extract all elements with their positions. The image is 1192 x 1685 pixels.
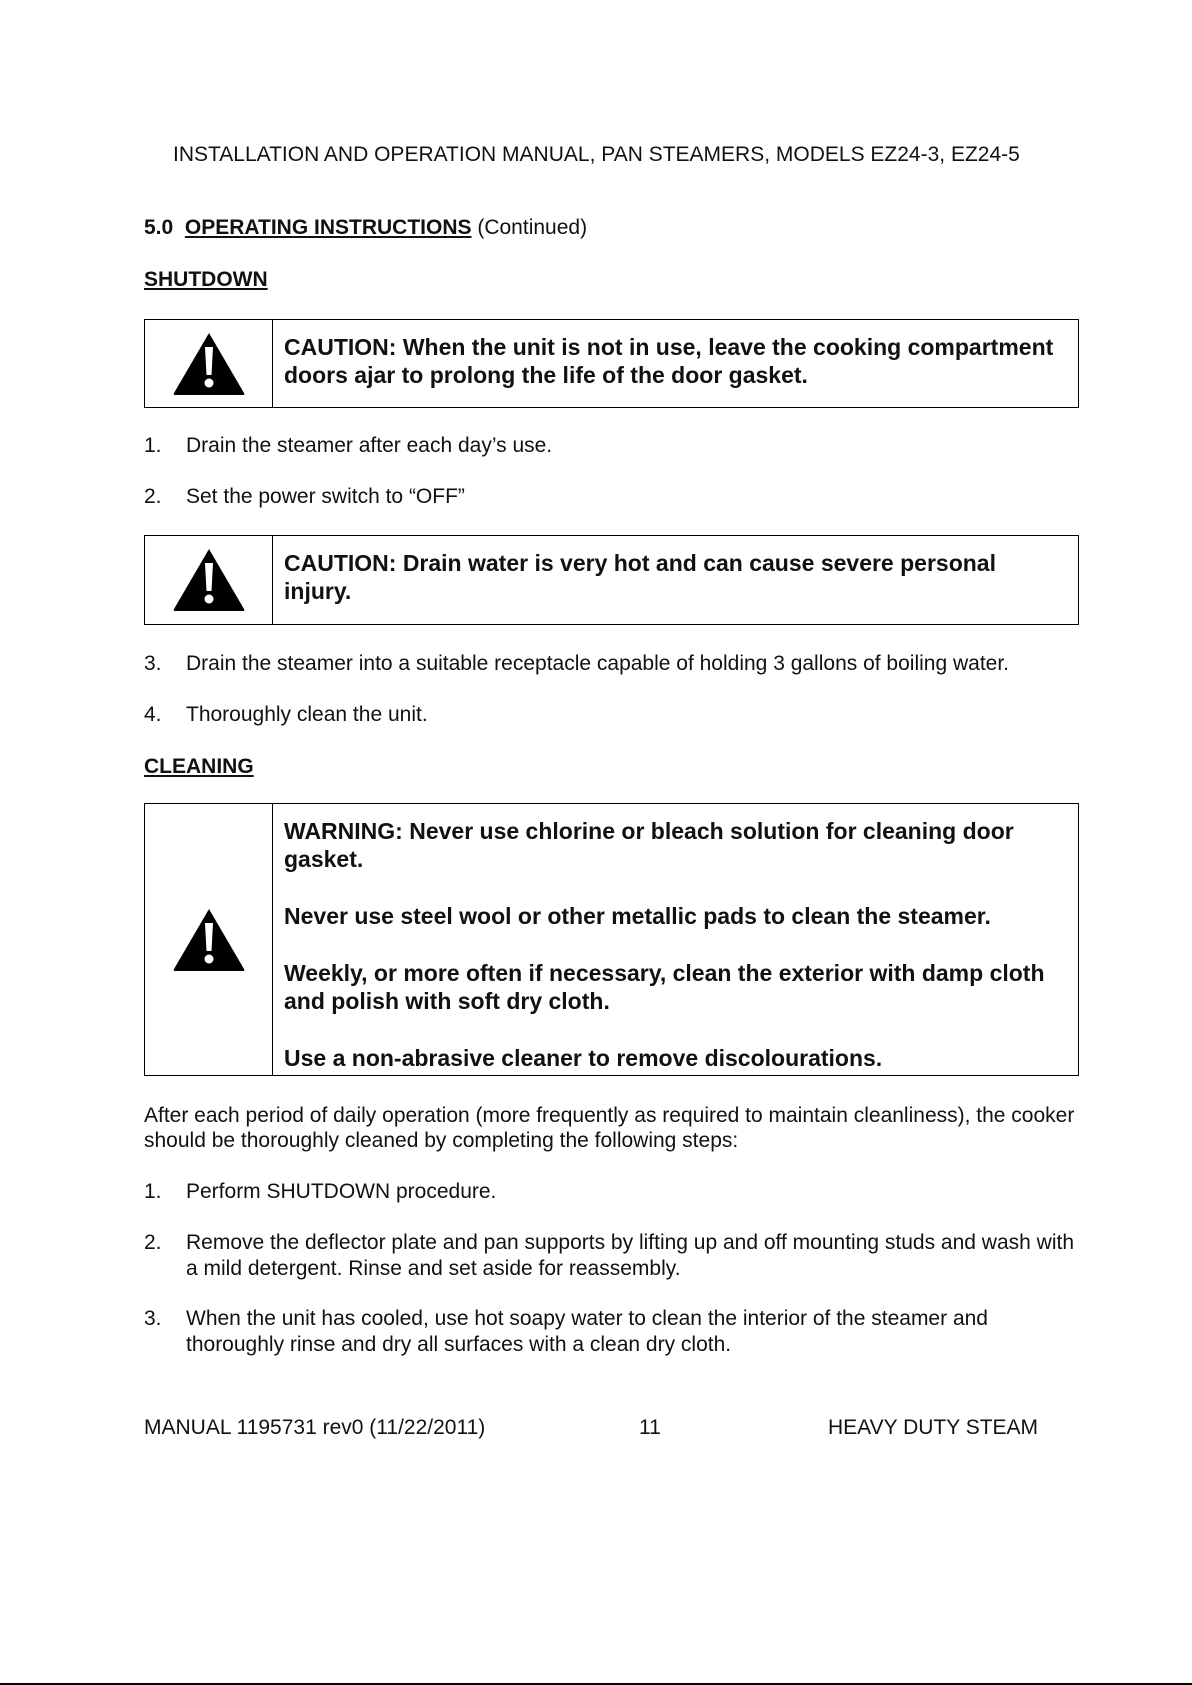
warning-triangle-icon — [172, 547, 246, 613]
warning-icon-cell — [145, 804, 273, 1075]
list-item-text: Remove the deflector plate and pan supports by lifting up and off mounting studs and wash with a mild detergent. Rinse and set aside for reassembly. — [186, 1231, 1074, 1280]
warning-text: Use a non-abrasive cleaner to remove discolourations. — [284, 1045, 883, 1071]
list-item-text: Perform SHUTDOWN procedure. — [186, 1180, 497, 1203]
list-item-text: When the unit has cooled, use hot soapy water to clean the interior of the steamer and thoroughly rinse and dry all surfaces with a clean dry cloth. — [186, 1307, 988, 1356]
section-suffix: (Continued) — [477, 216, 588, 239]
list-item — [144, 1306, 1084, 1358]
list-item-text: Drain the steamer into a suitable receptacle capable of holding 3 gallons of boiling water. — [186, 652, 1010, 675]
warning-triangle-icon — [172, 331, 246, 397]
list-item-text: Set the power switch to “OFF” — [186, 485, 465, 508]
list-item-number: 3. — [144, 1307, 162, 1330]
warning-box-cleaning — [144, 803, 1079, 1076]
list-item — [144, 1230, 1084, 1282]
cleaning-intro: After each period of daily operation (more frequently as required to maintain cleanliness), the cooker should be thoroughly cleaned by completing the following steps: — [144, 1104, 1075, 1152]
list-item-text: Drain the steamer after each day’s use. — [186, 434, 553, 457]
caution-text: CAUTION: When the unit is not in use, leave the cooking compartment doors ajar to prolong the life of the door gasket. — [284, 334, 1054, 388]
list-item-number: 4. — [144, 703, 162, 726]
list-item-number: 2. — [144, 1231, 162, 1254]
caution-box-drain — [144, 535, 1079, 625]
list-item-number: 1. — [144, 434, 162, 457]
warning-text: Never use steel wool or other metallic pads to clean the steamer. — [284, 903, 991, 929]
list-item-text: Thoroughly clean the unit. — [186, 703, 428, 726]
list-item — [144, 702, 428, 728]
section-name: OPERATING INSTRUCTIONS — [184, 216, 472, 239]
footer-page-number: 11 — [639, 1416, 661, 1439]
shutdown-heading: SHUTDOWN — [144, 268, 268, 291]
caution-icon-cell — [145, 320, 273, 407]
warning-text: Weekly, or more often if necessary, clean the exterior with damp cloth and polish with soft dry cloth. — [284, 960, 1045, 1014]
list-item — [144, 651, 1009, 677]
list-item — [144, 484, 465, 510]
footer-manual: MANUAL 1195731 rev0 (11/22/2011) — [144, 1416, 486, 1439]
caution-icon-cell — [145, 536, 273, 624]
footer-brand: HEAVY DUTY STEAM — [828, 1416, 1039, 1439]
warning-triangle-icon — [172, 907, 246, 973]
caution-box-doors — [144, 319, 1079, 408]
section-number: 5.0 — [144, 216, 174, 239]
warning-text: WARNING: Never use chlorine or bleach solution for cleaning door gasket. — [284, 818, 1014, 872]
list-item-number: 2. — [144, 485, 162, 508]
page-header: INSTALLATION AND OPERATION MANUAL, PAN STEAMERS, MODELS EZ24-3, EZ24-5 — [173, 143, 1020, 166]
warning-text-cell — [273, 804, 1078, 1075]
list-item — [144, 1179, 496, 1205]
list-item-number: 1. — [144, 1180, 162, 1203]
cleaning-heading: CLEANING — [144, 755, 254, 778]
list-item — [144, 433, 552, 459]
caution-text: CAUTION: Drain water is very hot and can cause severe personal injury. — [284, 550, 996, 604]
caution-text-cell — [273, 320, 1078, 407]
section-title — [144, 216, 587, 240]
caution-text-cell — [273, 536, 1078, 624]
list-item-number: 3. — [144, 652, 162, 675]
